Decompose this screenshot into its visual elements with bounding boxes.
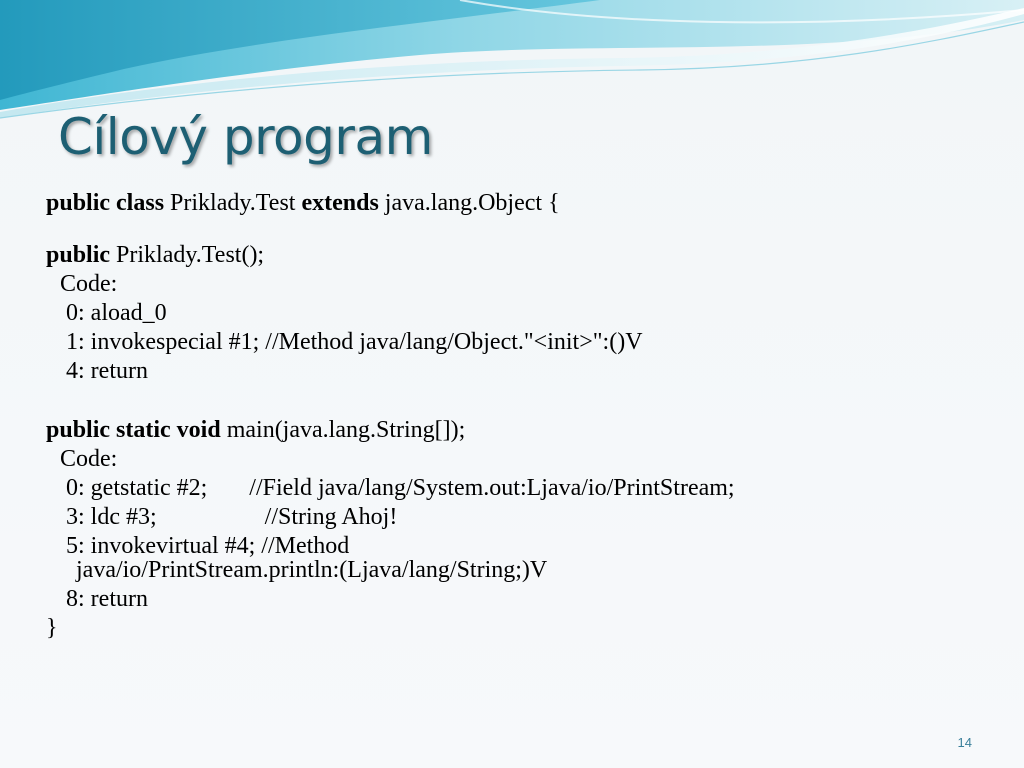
code-line-constructor	[46, 240, 264, 270]
code-keyword: extends	[301, 190, 379, 216]
code-text: java.lang.Object {	[378, 190, 560, 216]
code-line: 8: return	[66, 586, 148, 612]
slide-title: Cílový program	[58, 108, 433, 166]
code-line: 3: ldc #3; //String Ahoj!	[66, 504, 398, 530]
code-keyword: public class	[46, 190, 165, 216]
code-line-class-declaration	[46, 188, 560, 218]
code-keyword: public static void	[46, 417, 221, 443]
code-line-main-method	[46, 415, 465, 445]
code-line: Code:	[60, 446, 118, 472]
code-keyword: public	[46, 242, 111, 268]
code-text: Priklady.Test();	[110, 242, 265, 268]
page-number: 14	[957, 735, 972, 750]
code-text: main(java.lang.String[]);	[220, 417, 466, 443]
code-line: 1: invokespecial #1; //Method java/lang/Object."<init>":()V	[66, 329, 643, 355]
code-text: Priklady.Test	[164, 190, 302, 216]
code-line-closing-brace: }	[46, 615, 58, 641]
code-line: 4: return	[66, 358, 148, 384]
code-line: Code:	[60, 271, 118, 297]
code-line: 0: aload_0	[66, 300, 167, 326]
code-line: 5: invokevirtual #4; //Method	[66, 533, 350, 559]
code-line: java/io/PrintStream.println:(Ljava/lang/String;)V	[76, 557, 548, 583]
code-line: 0: getstatic #2; //Field java/lang/System.out:Ljava/io/PrintStream;	[66, 475, 735, 501]
